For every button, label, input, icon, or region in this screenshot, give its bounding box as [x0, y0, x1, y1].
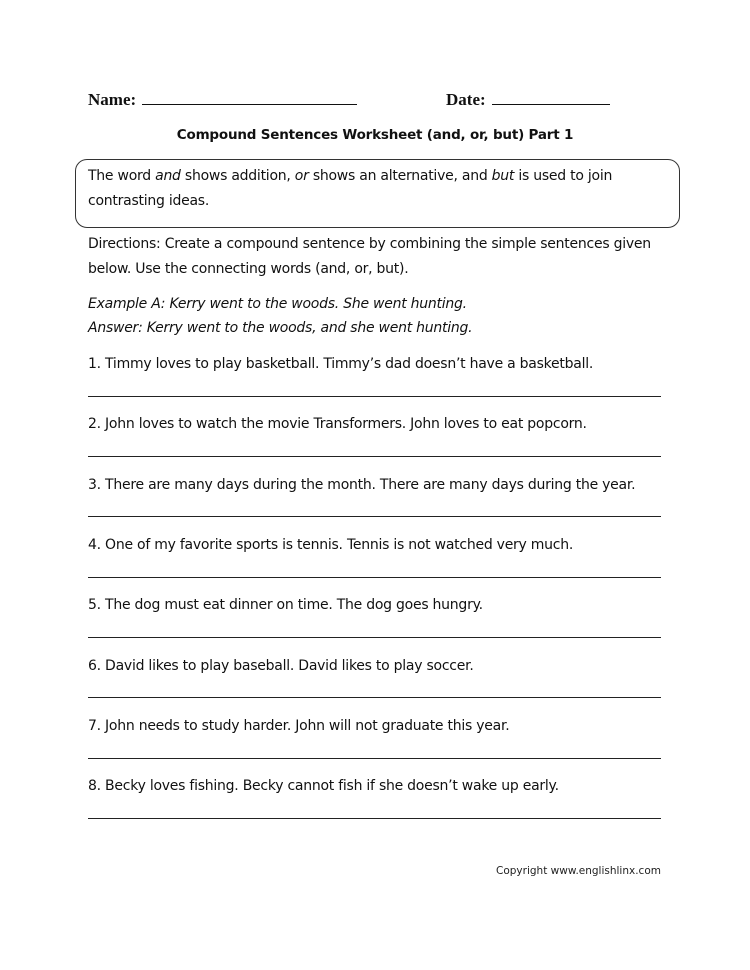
info-text: The word — [88, 168, 156, 184]
question-1: 1. Timmy loves to play basketball. Timmy’s dad doesn’t have a basketball. — [88, 356, 594, 372]
worksheet-title: Compound Sentences Worksheet (and, or, but) Part 1 — [176, 127, 574, 143]
answer-line-2[interactable] — [88, 456, 661, 457]
directions-line-1: Directions: Create a compound sentence by combining the simple sentences given — [88, 236, 651, 252]
date-field[interactable] — [446, 89, 610, 110]
info-box-line-1 — [88, 168, 612, 184]
info-keyword-but: but — [491, 168, 515, 184]
name-field[interactable] — [88, 89, 357, 110]
info-text: is used to join — [514, 168, 613, 184]
question-3: 3. There are many days during the month. There are many days during the year. — [88, 477, 636, 493]
answer-line-1[interactable] — [88, 396, 661, 397]
copyright-notice: Copyright www.englishlinx.com — [496, 865, 661, 877]
info-keyword-or: or — [294, 168, 309, 184]
answer-line-7[interactable] — [88, 758, 661, 759]
question-4: 4. One of my favorite sports is tennis. Tennis is not watched very much. — [88, 537, 574, 553]
date-blank-line[interactable] — [492, 89, 610, 105]
info-keyword-and: and — [155, 168, 181, 184]
directions-line-2: below. Use the connecting words (and, or, but). — [88, 261, 409, 277]
example-answer: Answer: Kerry went to the woods, and she went hunting. — [88, 320, 473, 336]
info-box-line-2: contrasting ideas. — [88, 193, 210, 209]
example-question: Example A: Kerry went to the woods. She went hunting. — [88, 296, 467, 312]
answer-line-6[interactable] — [88, 697, 661, 698]
answer-line-5[interactable] — [88, 637, 661, 638]
question-5: 5. The dog must eat dinner on time. The dog goes hungry. — [88, 597, 483, 613]
question-7: 7. John needs to study harder. John will not graduate this year. — [88, 718, 510, 734]
info-text: shows an alternative, and — [308, 168, 492, 184]
name-blank-line[interactable] — [142, 89, 357, 105]
info-text: shows addition, — [180, 168, 295, 184]
answer-line-3[interactable] — [88, 516, 661, 517]
question-8: 8. Becky loves fishing. Becky cannot fish if she doesn’t wake up early. — [88, 778, 559, 794]
name-label: Name: — [88, 90, 137, 109]
question-2: 2. John loves to watch the movie Transformers. John loves to eat popcorn. — [88, 416, 587, 432]
question-6: 6. David likes to play baseball. David likes to play soccer. — [88, 658, 474, 674]
date-label: Date: — [446, 90, 486, 109]
answer-line-4[interactable] — [88, 577, 661, 578]
answer-line-8[interactable] — [88, 818, 661, 819]
